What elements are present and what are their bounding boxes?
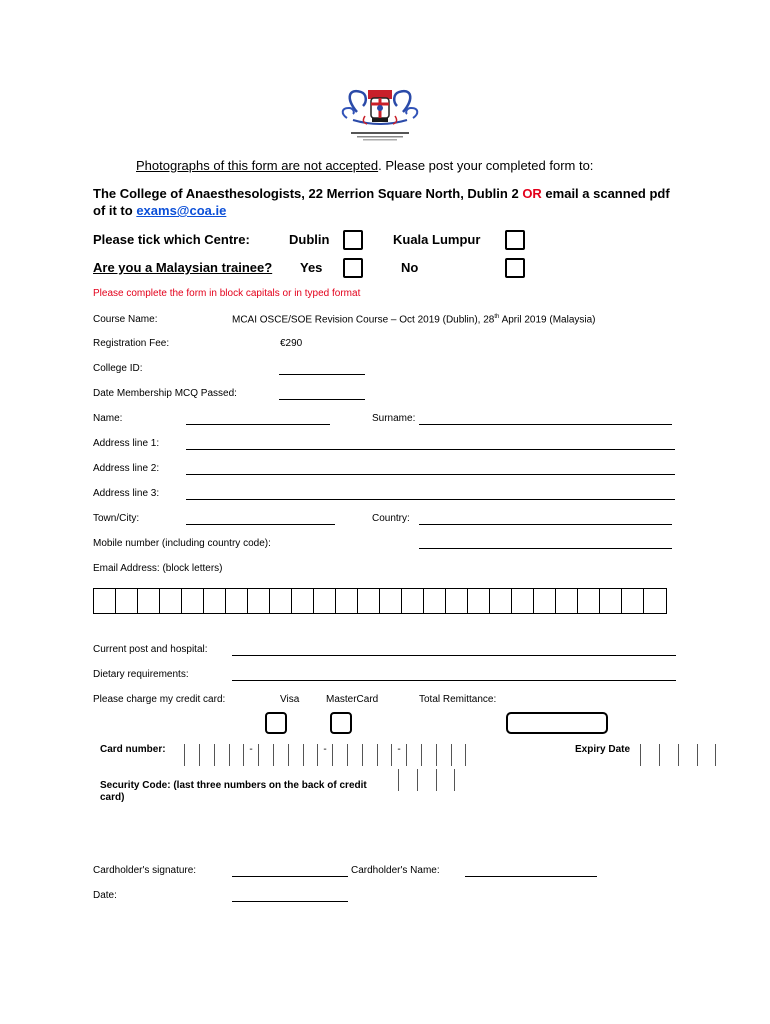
letter-box[interactable] bbox=[512, 589, 534, 613]
separator-dash: - bbox=[323, 744, 327, 755]
total-remittance-label: Total Remittance: bbox=[419, 694, 497, 705]
digit-box[interactable] bbox=[258, 744, 273, 766]
separator-dash: - bbox=[397, 744, 401, 755]
college-crest-logo bbox=[337, 84, 423, 142]
kuala-lumpur-label: Kuala Lumpur bbox=[393, 232, 481, 247]
digit-box[interactable] bbox=[347, 744, 362, 766]
expiry-box[interactable] bbox=[659, 744, 678, 766]
digit-box[interactable] bbox=[362, 744, 377, 766]
security-code-boxes[interactable] bbox=[398, 769, 455, 791]
letter-box[interactable] bbox=[336, 589, 358, 613]
digit-box[interactable] bbox=[273, 744, 288, 766]
email-letter-boxes[interactable] bbox=[93, 588, 667, 614]
letter-box[interactable] bbox=[160, 589, 182, 613]
address-line-2-label: Address line 2: bbox=[93, 463, 160, 474]
form-instruction: Please complete the form in block capitals or in typed format bbox=[93, 288, 361, 299]
no-label: No bbox=[401, 260, 419, 275]
visa-checkbox[interactable] bbox=[265, 712, 287, 734]
security-code-label: Security Code: (last three numbers on the back of credit bbox=[100, 780, 367, 791]
digit-box[interactable] bbox=[214, 744, 229, 766]
letter-box[interactable] bbox=[94, 589, 116, 613]
letter-box[interactable] bbox=[578, 589, 600, 613]
yes-checkbox[interactable] bbox=[343, 258, 363, 278]
town-field[interactable] bbox=[186, 524, 335, 525]
card-number-label: Card number: bbox=[100, 744, 166, 755]
letter-box[interactable] bbox=[204, 589, 226, 613]
expiry-box[interactable] bbox=[678, 744, 697, 766]
dietary-label: Dietary requirements: bbox=[93, 669, 189, 680]
address-line-3-label: Address line 3: bbox=[93, 488, 160, 499]
photo-warning: Photographs of this form are not accepted bbox=[136, 158, 379, 173]
yes-label: Yes bbox=[300, 260, 323, 275]
dietary-field[interactable] bbox=[232, 680, 676, 681]
total-remittance-box[interactable] bbox=[506, 712, 608, 734]
mcq-date-label: Date Membership MCQ Passed: bbox=[93, 388, 237, 399]
expiry-date-label: Expiry Date bbox=[575, 744, 631, 755]
mcq-date-field[interactable] bbox=[279, 399, 365, 400]
cardholder-signature-label: Cardholder's signature: bbox=[93, 865, 197, 876]
security-digit-box[interactable] bbox=[417, 769, 436, 791]
email-prefix: of it to bbox=[93, 203, 137, 218]
address-text: The College of Anaesthesologists, 22 Merrion Square North, Dublin 2 bbox=[93, 186, 523, 201]
current-post-field[interactable] bbox=[232, 655, 676, 656]
digit-box[interactable] bbox=[436, 744, 451, 766]
date-field[interactable] bbox=[232, 901, 348, 902]
letter-box[interactable] bbox=[490, 589, 512, 613]
registration-fee-value: €290 bbox=[280, 338, 303, 349]
letter-box[interactable] bbox=[402, 589, 424, 613]
cardholder-signature-field[interactable] bbox=[232, 876, 348, 877]
mastercard-label: MasterCard bbox=[326, 694, 379, 705]
cardholder-name-label: Cardholder's Name: bbox=[351, 865, 440, 876]
course-name-text-2: April 2019 (Malaysia) bbox=[499, 314, 596, 326]
name-field[interactable] bbox=[186, 424, 330, 425]
expiry-box[interactable] bbox=[697, 744, 716, 766]
current-post-label: Current post and hospital: bbox=[93, 644, 208, 655]
country-field[interactable] bbox=[419, 524, 672, 525]
surname-label: Surname: bbox=[372, 413, 416, 424]
letter-box[interactable] bbox=[292, 589, 314, 613]
email-link[interactable]: exams@coa.ie bbox=[136, 203, 227, 218]
dublin-checkbox[interactable] bbox=[343, 230, 363, 250]
digit-box[interactable] bbox=[332, 744, 347, 766]
letter-box[interactable] bbox=[270, 589, 292, 613]
address-line-2-field[interactable] bbox=[186, 474, 675, 475]
visa-label: Visa bbox=[280, 694, 300, 705]
mobile-label: Mobile number (including country code): bbox=[93, 538, 271, 549]
college-id-field[interactable] bbox=[279, 374, 365, 375]
expiry-box[interactable] bbox=[640, 744, 659, 766]
or-highlight: OR bbox=[522, 186, 542, 201]
digit-box[interactable] bbox=[303, 744, 318, 766]
course-name-label: Course Name: bbox=[93, 314, 158, 325]
letter-box[interactable] bbox=[600, 589, 622, 613]
kuala-lumpur-checkbox[interactable] bbox=[505, 230, 525, 250]
digit-box[interactable] bbox=[377, 744, 392, 766]
email-address-label: Email Address: (block letters) bbox=[93, 563, 223, 574]
address-line-1-label: Address line 1: bbox=[93, 438, 160, 449]
letter-box[interactable] bbox=[138, 589, 160, 613]
security-digit-box[interactable] bbox=[436, 769, 455, 791]
centre-label: Please tick which Centre: bbox=[93, 232, 250, 247]
email-instruction: email a scanned pdf bbox=[541, 186, 670, 201]
letter-box[interactable] bbox=[424, 589, 446, 613]
letter-box[interactable] bbox=[380, 589, 402, 613]
digit-box[interactable] bbox=[288, 744, 303, 766]
letter-box[interactable] bbox=[534, 589, 556, 613]
letter-box[interactable] bbox=[182, 589, 204, 613]
letter-box[interactable] bbox=[248, 589, 270, 613]
email-line bbox=[93, 203, 226, 218]
registration-fee-label: Registration Fee: bbox=[93, 338, 170, 349]
town-label: Town/City: bbox=[93, 513, 140, 524]
ordinal-suffix: th bbox=[494, 314, 500, 320]
country-label: Country: bbox=[372, 513, 410, 524]
surname-field[interactable] bbox=[419, 424, 672, 425]
card-number-boxes[interactable] bbox=[184, 744, 466, 766]
no-checkbox[interactable] bbox=[505, 258, 525, 278]
digit-box[interactable] bbox=[451, 744, 466, 766]
course-name-text: MCAI OSCE/SOE Revision Course – Oct 2019 (Dublin), 28 bbox=[232, 314, 495, 326]
letter-box[interactable] bbox=[468, 589, 490, 613]
letter-box[interactable] bbox=[644, 589, 666, 613]
charge-card-label: Please charge my credit card: bbox=[93, 694, 226, 705]
date-label: Date: bbox=[93, 890, 117, 901]
mobile-field[interactable] bbox=[419, 548, 672, 549]
expiry-date-boxes[interactable] bbox=[640, 744, 716, 766]
letter-box[interactable] bbox=[556, 589, 578, 613]
digit-box[interactable] bbox=[421, 744, 436, 766]
digit-box[interactable] bbox=[406, 744, 421, 766]
security-code-label-2: card) bbox=[100, 792, 125, 803]
letter-box[interactable] bbox=[446, 589, 468, 613]
trainee-question bbox=[93, 260, 272, 275]
separator-dash: - bbox=[249, 744, 253, 755]
college-id-label: College ID: bbox=[93, 363, 143, 374]
cardholder-name-field[interactable] bbox=[465, 876, 597, 877]
digit-box[interactable] bbox=[199, 744, 214, 766]
letter-box[interactable] bbox=[116, 589, 138, 613]
letter-box[interactable] bbox=[622, 589, 644, 613]
address-line-3-field[interactable] bbox=[186, 499, 675, 500]
mastercard-checkbox[interactable] bbox=[330, 712, 352, 734]
post-instruction: . Please post your completed form to: bbox=[378, 158, 594, 173]
letter-box[interactable] bbox=[226, 589, 248, 613]
trainee-label: Are you a Malaysian trainee? bbox=[93, 260, 273, 275]
digit-box[interactable] bbox=[229, 744, 244, 766]
college-address bbox=[93, 186, 670, 201]
name-label: Name: bbox=[93, 413, 123, 424]
letter-box[interactable] bbox=[314, 589, 336, 613]
digit-box[interactable] bbox=[184, 744, 199, 766]
letter-box[interactable] bbox=[358, 589, 380, 613]
security-digit-box[interactable] bbox=[398, 769, 417, 791]
post-notice bbox=[136, 158, 593, 173]
course-name-value bbox=[232, 314, 596, 325]
dublin-label: Dublin bbox=[289, 232, 330, 247]
address-line-1-field[interactable] bbox=[186, 449, 675, 450]
